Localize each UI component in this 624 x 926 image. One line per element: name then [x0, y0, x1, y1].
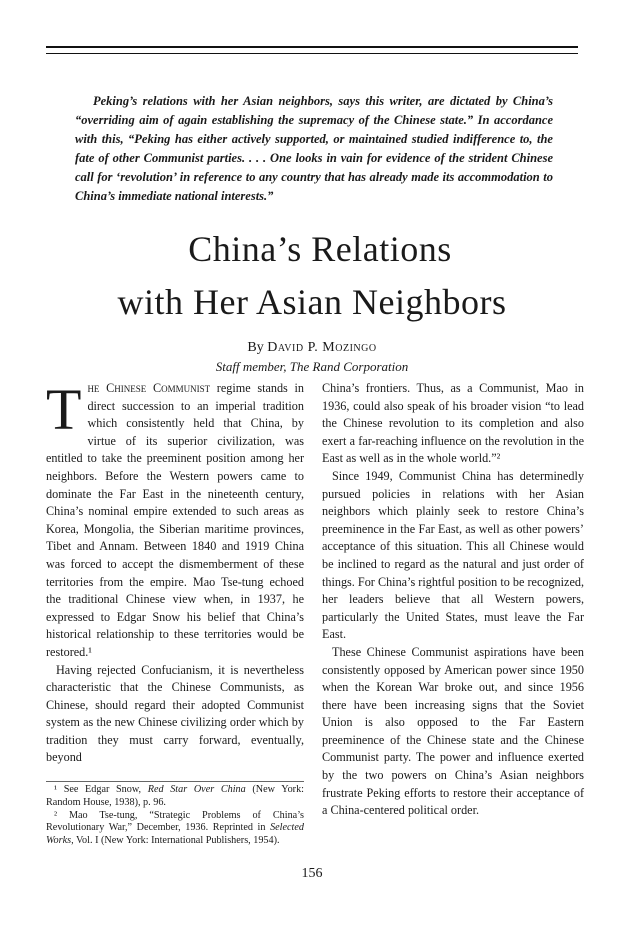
footnote-cited-title: Red Star Over China: [147, 784, 246, 795]
drop-cap: T: [46, 377, 82, 442]
paragraph-text: regime stands in direct succession to an imperial tradition which consistently held that China, by virtue of its superior civilization, was entitled to take the preeminent position among her neighbors. Before the Western powers came to dominate the Far East in the nineteenth century, China’s nominal empire extended to such areas as Korea, Mongolia, the Siberian maritime provinces, Tibet and Annam. Between 1840 and 1919 China was forced to accept the dismemberment of these territories from the empire. Mao Tse-tung echoed the traditional Chinese view when, in 1937, he expressed to Edgar Snow his belief that China’s historical relationship to these territories would be restored.¹: [46, 381, 304, 659]
footnotes: [46, 781, 304, 848]
column-left: [46, 377, 304, 767]
column-right: [322, 380, 584, 820]
footnote-text: Vol. I (New York: International Publishers, 1954).: [73, 835, 280, 847]
body-paragraph: [46, 377, 304, 662]
article-title-line-2: with Her Asian Neighbors: [117, 282, 507, 322]
top-rule-thin: [46, 53, 578, 54]
byline: [0, 340, 624, 356]
author-affiliation: Staff member, The Rand Corporation: [215, 359, 409, 374]
footnote-cited-title: Selected Works,: [46, 822, 304, 847]
author-name: David P. Mozingo: [267, 340, 377, 355]
footnote-text: (New York: Random House, 1938), p. 96.: [46, 784, 305, 808]
intro-abstract: Peking’s relations with her Asian neighbors, says this writer, are dictated by China’s “overriding aim of again establishing the supremacy of the Chinese state.” In accordance with this, “Peking has either actively supported, or maintained studied indifference to, the fate of other Communist parties. . . . One looks in vain for evidence of the strident Chinese call for ‘revolution’ in reference to any country that has already made its accommodation to China’s immediate national interests.”: [75, 94, 553, 203]
body-paragraph: Having rejected Confucianism, it is nevertheless characteristic that the Chinese Communists, as Chinese, should regard their adopted Communist system as the new Chinese civilizing order which by tradition they must carry forward, eventually, beyond: [46, 662, 304, 765]
footnote-1: [46, 784, 304, 810]
footnote-2: [46, 810, 304, 848]
body-paragraph: China’s frontiers. Thus, as a Communist, Mao in 1936, could also speak of his broader vision “to lead the Chinese revolution to its completion and also exert a far-reaching influence on the revolution in the East as well as in the whole world.”²: [322, 381, 584, 466]
footnote-text: ¹ See Edgar Snow,: [54, 784, 148, 795]
body-paragraph: Since 1949, Communist China has determinedly pursued policies in relations with her Asian neighbors which plainly seek to restore China’s preeminence in the Far East, as well as other powers’ acceptance of this situation. This all Chinese would be inclined to regard as the natural and just order of things. For China’s rightful position to be recognized, her leaders believe that all Western powers, particularly the United States, must leave the Far East.: [322, 468, 584, 642]
byline-by: By: [247, 340, 264, 355]
page-number: 156: [301, 866, 323, 881]
body-paragraph: These Chinese Communist aspirations have been consistently opposed by American power since 1950 when the Korean War broke out, and since 1956 there have been increasing signs that the Soviet Union is also opposed to the Far Eastern preeminence of the Chinese state and the Chinese Communist party. The power and influence exerted by the two powers on China’s Asian neighbors frustrate Peking efforts to restore their acceptance of a China-centered political order.: [322, 644, 584, 818]
article-title-line-1: China’s Relations: [188, 229, 452, 269]
top-rule: [46, 46, 578, 48]
footnote-text: ² Mao Tse-tung, “Strategic Problems of China’s Revolutionary War,” December, 1936. Reprinted in: [46, 809, 304, 834]
lead-in-small-caps: he Chinese Communist: [87, 381, 211, 395]
